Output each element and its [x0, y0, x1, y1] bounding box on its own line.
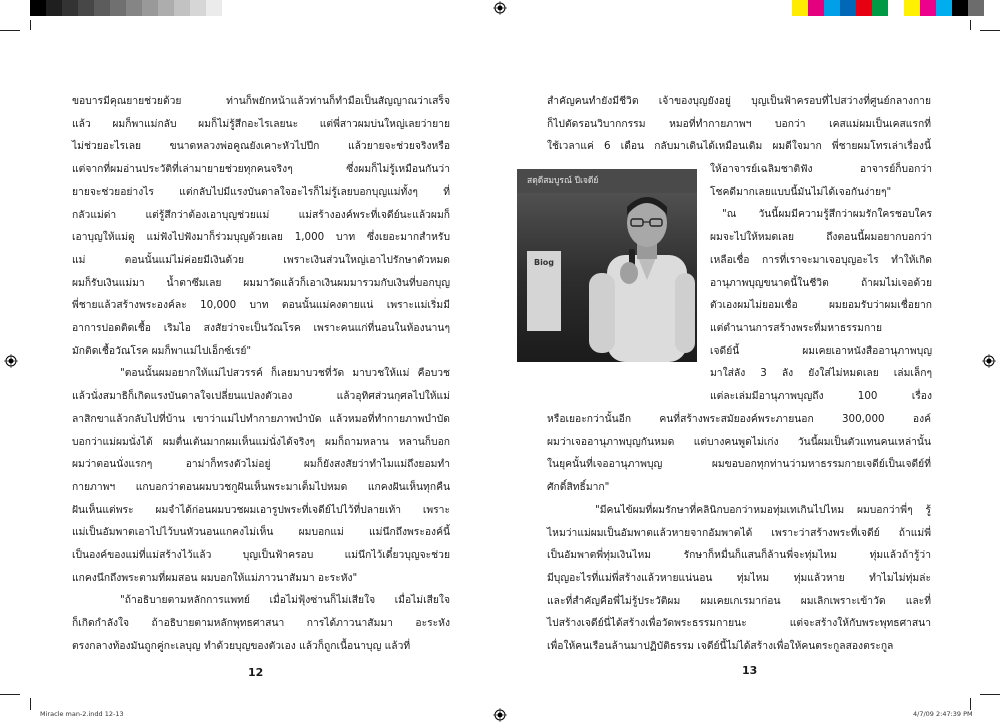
- text-line: ไปสร้างเจดีย์นี่ได้สร้างเพื่อวัดพระธรรมกายนะ แต่จะสร้างให้กับพระพุทธศาสนา: [547, 617, 931, 630]
- color-swatch: [94, 0, 110, 16]
- text-line: ในยุคนั้นที่เจออานุภาพบุญ ผมขอบอกทุกท่านว่ามหาธรรมกายเจดีย์เป็นเจดีย์ที่: [547, 458, 931, 471]
- text-line: มีบุญอะไรที่แม่พี่สร้างแล้วหายแน่นอน ทุ่มไหม ทุ่มแล้วหาย ทำไมไม่ทุ่มล่ะ: [547, 571, 931, 584]
- text-line: "ถ้าอธิบายตามหลักการแพทย์ เมื่อไม่ฟุ้งซ่านก็ไม่เสียใจ เมื่อไม่เสียใจ: [120, 594, 450, 607]
- color-swatch: [62, 0, 78, 16]
- text-line: เอาบุญให้แม่ดู แม่ฟังไปฟังมาก็ร่วมบุญด้วยเลย 1,000 บาท ซึ่งเยอะมากสำหรับ: [72, 231, 450, 244]
- crop-mark: [980, 30, 1000, 31]
- color-swatch: [142, 0, 158, 16]
- registration-mark-icon: [982, 354, 996, 368]
- file-slug: Miracle man-2.indd 12-13: [40, 710, 124, 718]
- text-line: ลาสิกขาแล้วกลับไปที่บ้าน เขาว่าแม่ไปทำกายภาพบำบัด แล้วหมอที่ทำกายภาพบำบัด: [72, 412, 450, 425]
- color-swatch: [952, 0, 968, 16]
- text-line: โชคดีมากเลยแบบนี้มันไม่ได้เจอกันง่ายๆ": [710, 185, 892, 198]
- registration-mark-icon: [493, 1, 507, 15]
- page-number-left: 12: [248, 666, 264, 679]
- timestamp-slug: 4/7/09 2:47:39 PM: [913, 710, 973, 718]
- text-line: ให้อาจารย์เฉลิมชาติฟัง อาจารย์ก็บอกว่า: [710, 163, 932, 175]
- color-swatch: [824, 0, 840, 16]
- color-swatch: [30, 0, 46, 16]
- text-line: อาการปอดติดเชื้อ เริมไอ สงสัยว่าจะเป็นวัณโรค เพราะคนแก่ที่นอนในห้องนานๆ: [72, 322, 450, 335]
- text-line: แล้วนั่งสมาธิก็เกิดแรงบันดาลใจเปลี่ยนแปลงตัวเอง แล้วอุทิศส่วนกุศลไปให้แม่: [72, 390, 450, 403]
- text-line: ศักดิ์สิทธิ์มาก": [547, 481, 610, 494]
- crop-mark: [30, 698, 31, 710]
- text-line: และที่สำคัญคือพี่ไม่รู้ประวัติผม ผมเคยเกเรมาก่อน ผมเลิกเพราะเข้าวัด และที่: [547, 594, 931, 607]
- text-line: ก็ไปตัดรอนวิบากกรรม หมอที่ทำกายภาพฯ บอกว่า เคสแม่ผมเป็นเคสแรกที่: [547, 117, 931, 130]
- color-swatch: [808, 0, 824, 16]
- text-line: ไม่ช่วยอะไรเลย ขนาดหลวงพ่อคูณยังเคาะหัวไปปึก แล้วยายจะช่วยจริงหรือ: [72, 140, 450, 153]
- right-page-side-text: [710, 158, 932, 408]
- text-line: มาใส่ลัง 3 ลัง ยังใส่ไม่หมดเลย เล่มเล็กๆ: [710, 367, 932, 380]
- text-line: ผมว่าเจออานุภาพบุญกันหมด แต่บางคนพูดไม่เก่ง วันนี้ผมเป็นตัวแทนคนเหล่านั้น: [547, 435, 931, 448]
- color-swatch: [920, 0, 936, 16]
- color-swatch: [46, 0, 62, 16]
- photo-sign-text: Biog: [527, 251, 561, 331]
- text-line: พี่ชายแล้วสร้างพระองค์ละ 10,000 บาท ตอนนั้นแม่คงตายแน่ เพราะแม่เริ่มมี: [72, 299, 450, 312]
- text-line: ใช้เวลาแค่ 6 เดือน กลับมาเดินได้เหมือนเดิม ผมดีใจมาก พี่ชายผมโทรเล่าเรื่องนี้: [547, 140, 931, 153]
- color-swatch: [126, 0, 142, 16]
- crop-mark: [0, 694, 20, 695]
- text-line: กายภาพฯ แกบอกว่าตอนผมบวชกูฝันเห็นพระมาเต็มไปหมด แกคงฝันเห็นทุกคืน: [72, 480, 450, 493]
- right-page-bottom-text: [547, 408, 931, 658]
- text-line: ผมก็รับเงินแม่มา น้ำตาซึมเลย ผมมาวัดแล้วก็เอาเงินผมมารวมกับเงินที่บอกบุญ: [72, 276, 450, 289]
- text-line: มักติดเชื้อวัณโรค ผมก็พาแม่ไปเอ็กซ์เรย์": [72, 344, 252, 357]
- color-swatch: [904, 0, 920, 16]
- color-swatch: [158, 0, 174, 16]
- photo-banner-text: สดุดีสมบูรณ์ ปีเจดีย์: [517, 169, 697, 193]
- color-swatch: [888, 0, 904, 16]
- text-line: แม่ ตอนนั้นแม่ไม่ค่อยมีเงินด้วย เพราะเงินส่วนใหญ่เอาไปรักษาตัวหมด: [72, 253, 450, 266]
- text-line: แล้ว ผมก็พาแม่กลับ ผมก็ไม่รู้สึกอะไรเลยนะ แต่พี่สาวผมบ่นใหญ่เลยว่ายาย: [72, 117, 450, 130]
- crop-mark: [980, 694, 1000, 695]
- text-line: ยายจะช่วยอย่างไร แต่กลับไปมีแรงบันดาลใจอะไรก็ไม่รู้เลยบอกบุญแม่ทั้งๆ ที่: [72, 185, 450, 198]
- speaker-photo: [517, 169, 697, 362]
- color-swatch: [78, 0, 94, 16]
- text-line: ตรงกลางท้องมันถูกคู่กะเลบุญ ทำด้วยบุญของตัวเอง แล้วก็ถูกเนื้อนาบุญ แล้วที่: [72, 639, 411, 652]
- color-swatch: [840, 0, 856, 16]
- text-line: เป็นองค์ของแม่ที่แม่สร้างไว้แล้ว บุญเป็นฟ้าครอบ แม่นึกไว้เดี๋ยวบุญจะช่วย: [72, 549, 450, 562]
- registration-mark-icon: [493, 708, 507, 722]
- text-line: เพื่อให้คนเรือนล้านมาปฏิบัติธรรม เจดีย์นี้ไม่ได้สร้างเพื่อให้คนตระกูลสองตระกูล: [547, 640, 894, 653]
- text-line: ผมว่าตอนนั่งแรกๆ อาม่าก็ทรงตัวไม่อยู่ ผมก็ยังสงสัยว่าทำไมแม่ถึงยอมทำ: [72, 458, 450, 471]
- color-bar-left: [30, 0, 222, 16]
- text-line: ฝันเห็นแต่พระ ผมจำได้ก่อนผมบวชผมเอารูปพระที่เจดีย์ไปไว้ที่ปลายเท้า เพราะ: [72, 503, 450, 516]
- crop-mark: [0, 30, 20, 31]
- text-line: "ตอนนั้นผมอยากให้แม่ไปสวรรค์ ก็เลยมาบวชที่วัด มาบวชให้แม่ คือบวช: [120, 367, 450, 380]
- color-bar-right: [792, 0, 984, 16]
- text-line: เหลือเชื่อ การที่เราจะมาเจอบุญอะไร ทำให้เกิด: [710, 253, 932, 266]
- color-swatch: [110, 0, 126, 16]
- color-swatch: [856, 0, 872, 16]
- crop-mark: [970, 20, 971, 30]
- text-line: แต่ละเล่มมีอานุภาพบุญถึง 100 เรื่อง: [710, 390, 932, 403]
- text-line: "ณ วันนี้ผมมีความรู้สึกว่าผมรักใครชอบใคร: [722, 208, 932, 221]
- text-line: แกคงนึกถึงพระตามที่ผมสอน ผมบอกให้แม่ภาวนาสัมมา อะระหัง": [72, 571, 358, 584]
- text-line: บอกว่าแม่ผมนั่งได้ ผมตื่นเต้นมากผมเห็นแม่นั่งได้จริงๆ ผมก็ถามหลาน หลานก็บอก: [72, 435, 450, 448]
- registration-mark-icon: [4, 354, 18, 368]
- color-swatch: [792, 0, 808, 16]
- text-line: เจดีย์นี้ ผมเคยเอาหนังสืออานุภาพบุญ: [710, 344, 932, 357]
- color-swatch: [872, 0, 888, 16]
- text-line: อานุภาพบุญขนาดนี้ในชีวิต ถ้าผมไม่เจอด้วย: [710, 276, 932, 289]
- text-line: กลัวแม่ด่า แต่รู้สึกว่าต้องเอาบุญช่วยแม่ แม่สร้างองค์พระที่เจดีย์นะแล้วผมก็: [72, 208, 450, 221]
- left-page-body: [72, 90, 450, 658]
- color-swatch: [174, 0, 190, 16]
- text-line: ก็เกิดกำลังใจ ถ้าอธิบายตามหลักพุทธศาสนา การได้ภาวนาสัมมา อะระหัง: [72, 617, 450, 630]
- text-line: ขอบารมีคุณยายช่วยด้วย ท่านก็พยักหน้าแล้วท่านก็ทำมือเป็นสัญญาณว่าเสร็จ: [72, 95, 450, 107]
- crop-mark: [970, 698, 971, 710]
- crop-mark: [30, 20, 31, 30]
- text-line: แม่เป็นอัมพาตเอาไปไว้บนหัวนอนแกคงไม่เห็น ผมบอกแม่ แม่นึกถึงพระองค์นี้: [72, 526, 450, 539]
- text-line: ไหมว่าแม่ผมเป็นอัมพาตแล้วหายจากอัมพาตได้ เพราะว่าสร้างพระที่เจดีย์ ถ้าแม่พี่: [547, 526, 931, 539]
- color-swatch: [190, 0, 206, 16]
- text-line: "มีคนไข้ผมที่ผมรักษาที่คลินิกบอกว่าหมอทุ่มเทเกินไปไหม ผมบอกว่าพี่ๆ รู้: [595, 503, 931, 516]
- color-swatch: [206, 0, 222, 16]
- text-line: สำคัญคนทำยังมีชีวิต เจ้าของบุญยังอยู่ บุญเป็นฟ้าครอบที่ไปสว่างที่ศูนย์กลางกาย: [547, 95, 931, 107]
- speaker-figure: [577, 185, 697, 362]
- page-number-right: 13: [742, 664, 758, 677]
- text-line: แต่จากที่ผมอ่านประวัติที่เล่ามายายช่วยทุกคนจริงๆ ซึ่งผมก็ไม่รู้เหมือนกันว่า: [72, 163, 450, 176]
- text-line: แต่ตำนานการสร้างพระที่มหาธรรมกาย: [710, 321, 883, 334]
- text-line: หรือเยอะกว่านั้นอีก คนที่สร้างพระสมัยองค์พระภายนอก 300,000 องค์: [547, 413, 931, 425]
- color-swatch: [936, 0, 952, 16]
- text-line: ตัวเองผมไม่ยอมเชื่อ ผมยอมรับว่าผมเชื่อยาก: [710, 299, 932, 312]
- right-page-top-text: [547, 90, 931, 158]
- color-swatch: [968, 0, 984, 16]
- text-line: เป็นอัมพาตพี่ทุ่มเงินไหม รักษาก็หมื่นก็แสนก็ล้านพี่จะทุ่มไหม ทุ่มแล้วถ้ารู้ว่า: [547, 549, 931, 562]
- text-line: ผมจะไปให้หมดเลย ถึงตอนนี้ผมอยากบอกว่า: [710, 231, 932, 244]
